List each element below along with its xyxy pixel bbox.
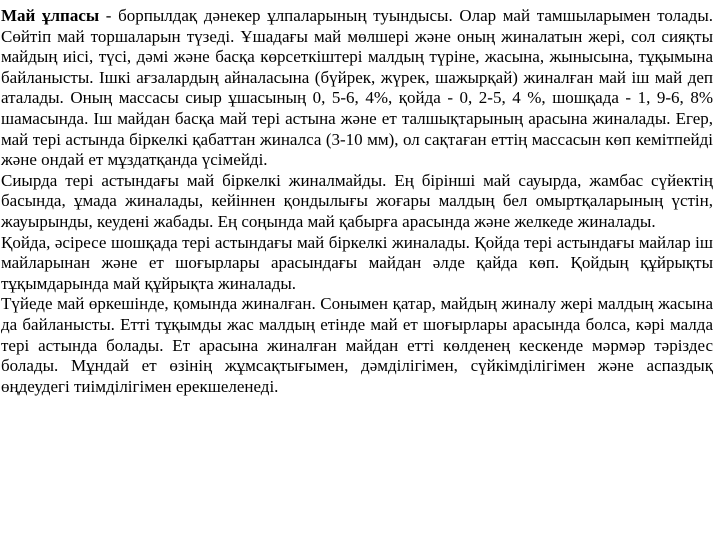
paragraph-text: Сиырда тері астындағы май біркелкі жиналмайды. Ең бірінші май сауырда, жамбас сүйектің басында, ұмада жиналады, кейіннен қондылығы жоғары малдың бел омыртқаларының үстін, жауырынды, кеудені жабады. Ең соңында май қабырға арасында және желкеде жиналады. (1, 170, 713, 231)
paragraph-text: Қойда, әсіресе шошқада тері астындағы май біркелкі жиналады. Қойда тері астындағы майлар іш майларынан және ет шоғырлары арасындағы майдан әлде қайда көп. Қойдың құйрықты тұқымдарында май құйрықта жиналады. (1, 232, 713, 293)
paragraph-text: Түйеде май өркешінде, қомында жиналған. Сонымен қатар, майдың жиналу жері малдың жасына да байланысты. Етті тұқымды жас малдың етінде май ет шоғырлары арасында болса, кәрі малда тері астында болады. Ет арасына жиналған майдан етті көлденең кескенде мәрмәр тәріздес болады. Мұндай ет өзінің жұмсақтығымен, дәмділігімен, сүйкімділігімен және аспаздық өңдеудегі тиімділігімен ерекшеленеді. (1, 294, 713, 396)
paragraph-cattle (1, 171, 713, 233)
paragraph-sheep-pigs (1, 233, 713, 295)
paragraph-text: - борпылдақ дәнекер ұлпаларының туындысы. Олар май тамшыларымен толады. Сөйтіп май торшаларын түзеді. Ұшадағы май мөлшері және оның жиналатын жері, сол сияқты майдың иісі, түсі, дәмі және басқа көрсеткіштері малдың түріне, жасына, жынысына, тұқымына байланысты. Ішкі ағзалардың айналасына (бүйрек, жүрек, шажырқай) жиналған май іш май деп аталады. Оның массасы сиыр ұшасының 0, 5-6, 4%, қойда - 0, 2-5, 4 %, шошқада - 1, 9-6, 8% шамасында. Іш майдан басқа май тері астына және ет талшықтарының арасына жиналады. Егер, май тері астында біркелкі қабаттан жиналса (3-10 мм), ол сақтаған еттің массасын көп кемітпейді және ондай ет мұздатқанда үсімейді. (1, 6, 713, 170)
paragraph-title: Май ұлпасы (1, 6, 100, 25)
paragraph-camel (1, 294, 713, 397)
paragraph-fat-tissue (1, 6, 713, 171)
